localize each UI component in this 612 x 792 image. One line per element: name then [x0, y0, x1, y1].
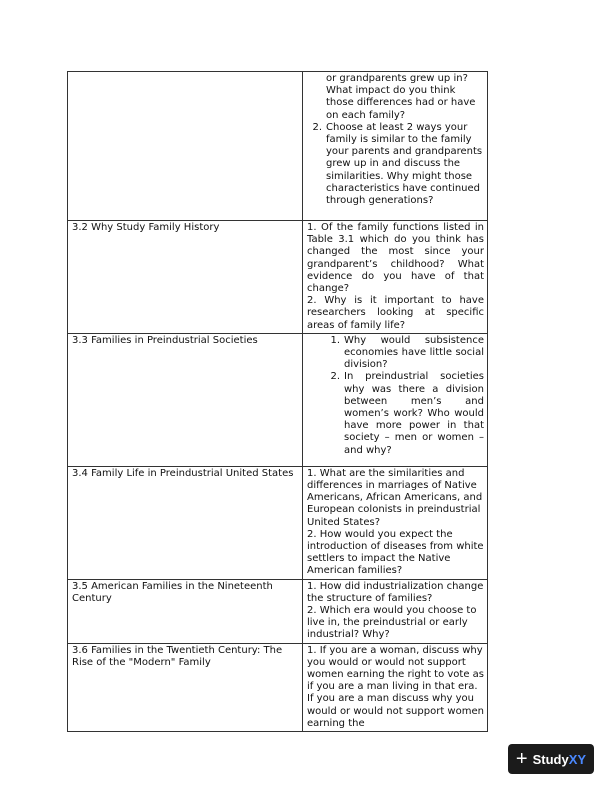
question-item: or grandparents grew up in? What impact do you think those differences had or have on each family?	[326, 73, 476, 121]
question-item: 2. Why is it important to have researchers looking at specific areas of family life?	[307, 295, 484, 331]
question-cell	[303, 221, 488, 334]
topic-cell: 3.4 Family Life in Preindustrial United States	[68, 466, 303, 579]
topic-cell: 3.5 American Families in the Nineteenth Century	[68, 579, 303, 643]
question-cell	[303, 72, 488, 221]
brand-main: Study	[532, 751, 569, 767]
table-row	[68, 72, 488, 221]
question-item: 2. In preindustrial societies why was there a division between men’s and women’s work? Who would have more power in that society – men or women – and why?	[330, 371, 484, 456]
question-item: 1. If you are a woman, discuss why you would or would not support women earning the right to vote as if you are a man living in that era. If you are a man discuss why you would or would not support women earning the	[307, 644, 485, 729]
table-row	[68, 579, 488, 643]
question-cell	[303, 466, 488, 579]
question-cell	[303, 579, 488, 643]
question-item: 1. Of the family functions listed in Table 3.1 which do you think has changed the most since your grandparent’s childhood? What evidence do you have of that change?	[307, 222, 484, 295]
question-cell	[303, 333, 488, 466]
topic-cell	[68, 72, 303, 221]
topic-cell: 3.3 Families in Preindustrial Societies	[68, 333, 303, 466]
question-item: 1. What are the similarities and differences in marriages of Native Americans, African Americans, and European colonists in preindustrial United States?	[307, 467, 483, 528]
question-item: 2. How would you expect the introduction of diseases from white settlers to impact the Native American families?	[307, 528, 484, 577]
table-row	[68, 466, 488, 579]
questions-table	[67, 71, 488, 732]
question-item: 2. Choose at least 2 ways your family is similar to the family your parents and grandparents grew up in and discuss the similarities. Why might those characteristics have continued through generations?	[312, 121, 483, 207]
topic-cell: 3.6 Families in the Twentieth Century: The Rise of the "Modern" Family	[68, 643, 303, 731]
table-row	[68, 333, 488, 466]
question-cell	[303, 643, 488, 731]
question-item: 1. How did industrialization change the structure of families?	[307, 580, 484, 604]
plus-icon: +	[515, 748, 528, 770]
table-row	[68, 643, 488, 731]
topic-cell: 3.2 Why Study Family History	[68, 221, 303, 334]
question-item: 1. Why would subsistence economies have little social division?	[330, 334, 484, 371]
question-item: 2. Which era would you choose to live in, the preindustrial or early industrial? Why?	[307, 605, 477, 641]
studyxy-badge[interactable]	[508, 744, 594, 774]
table-row	[68, 221, 488, 334]
brand-accent: XY	[568, 751, 587, 767]
